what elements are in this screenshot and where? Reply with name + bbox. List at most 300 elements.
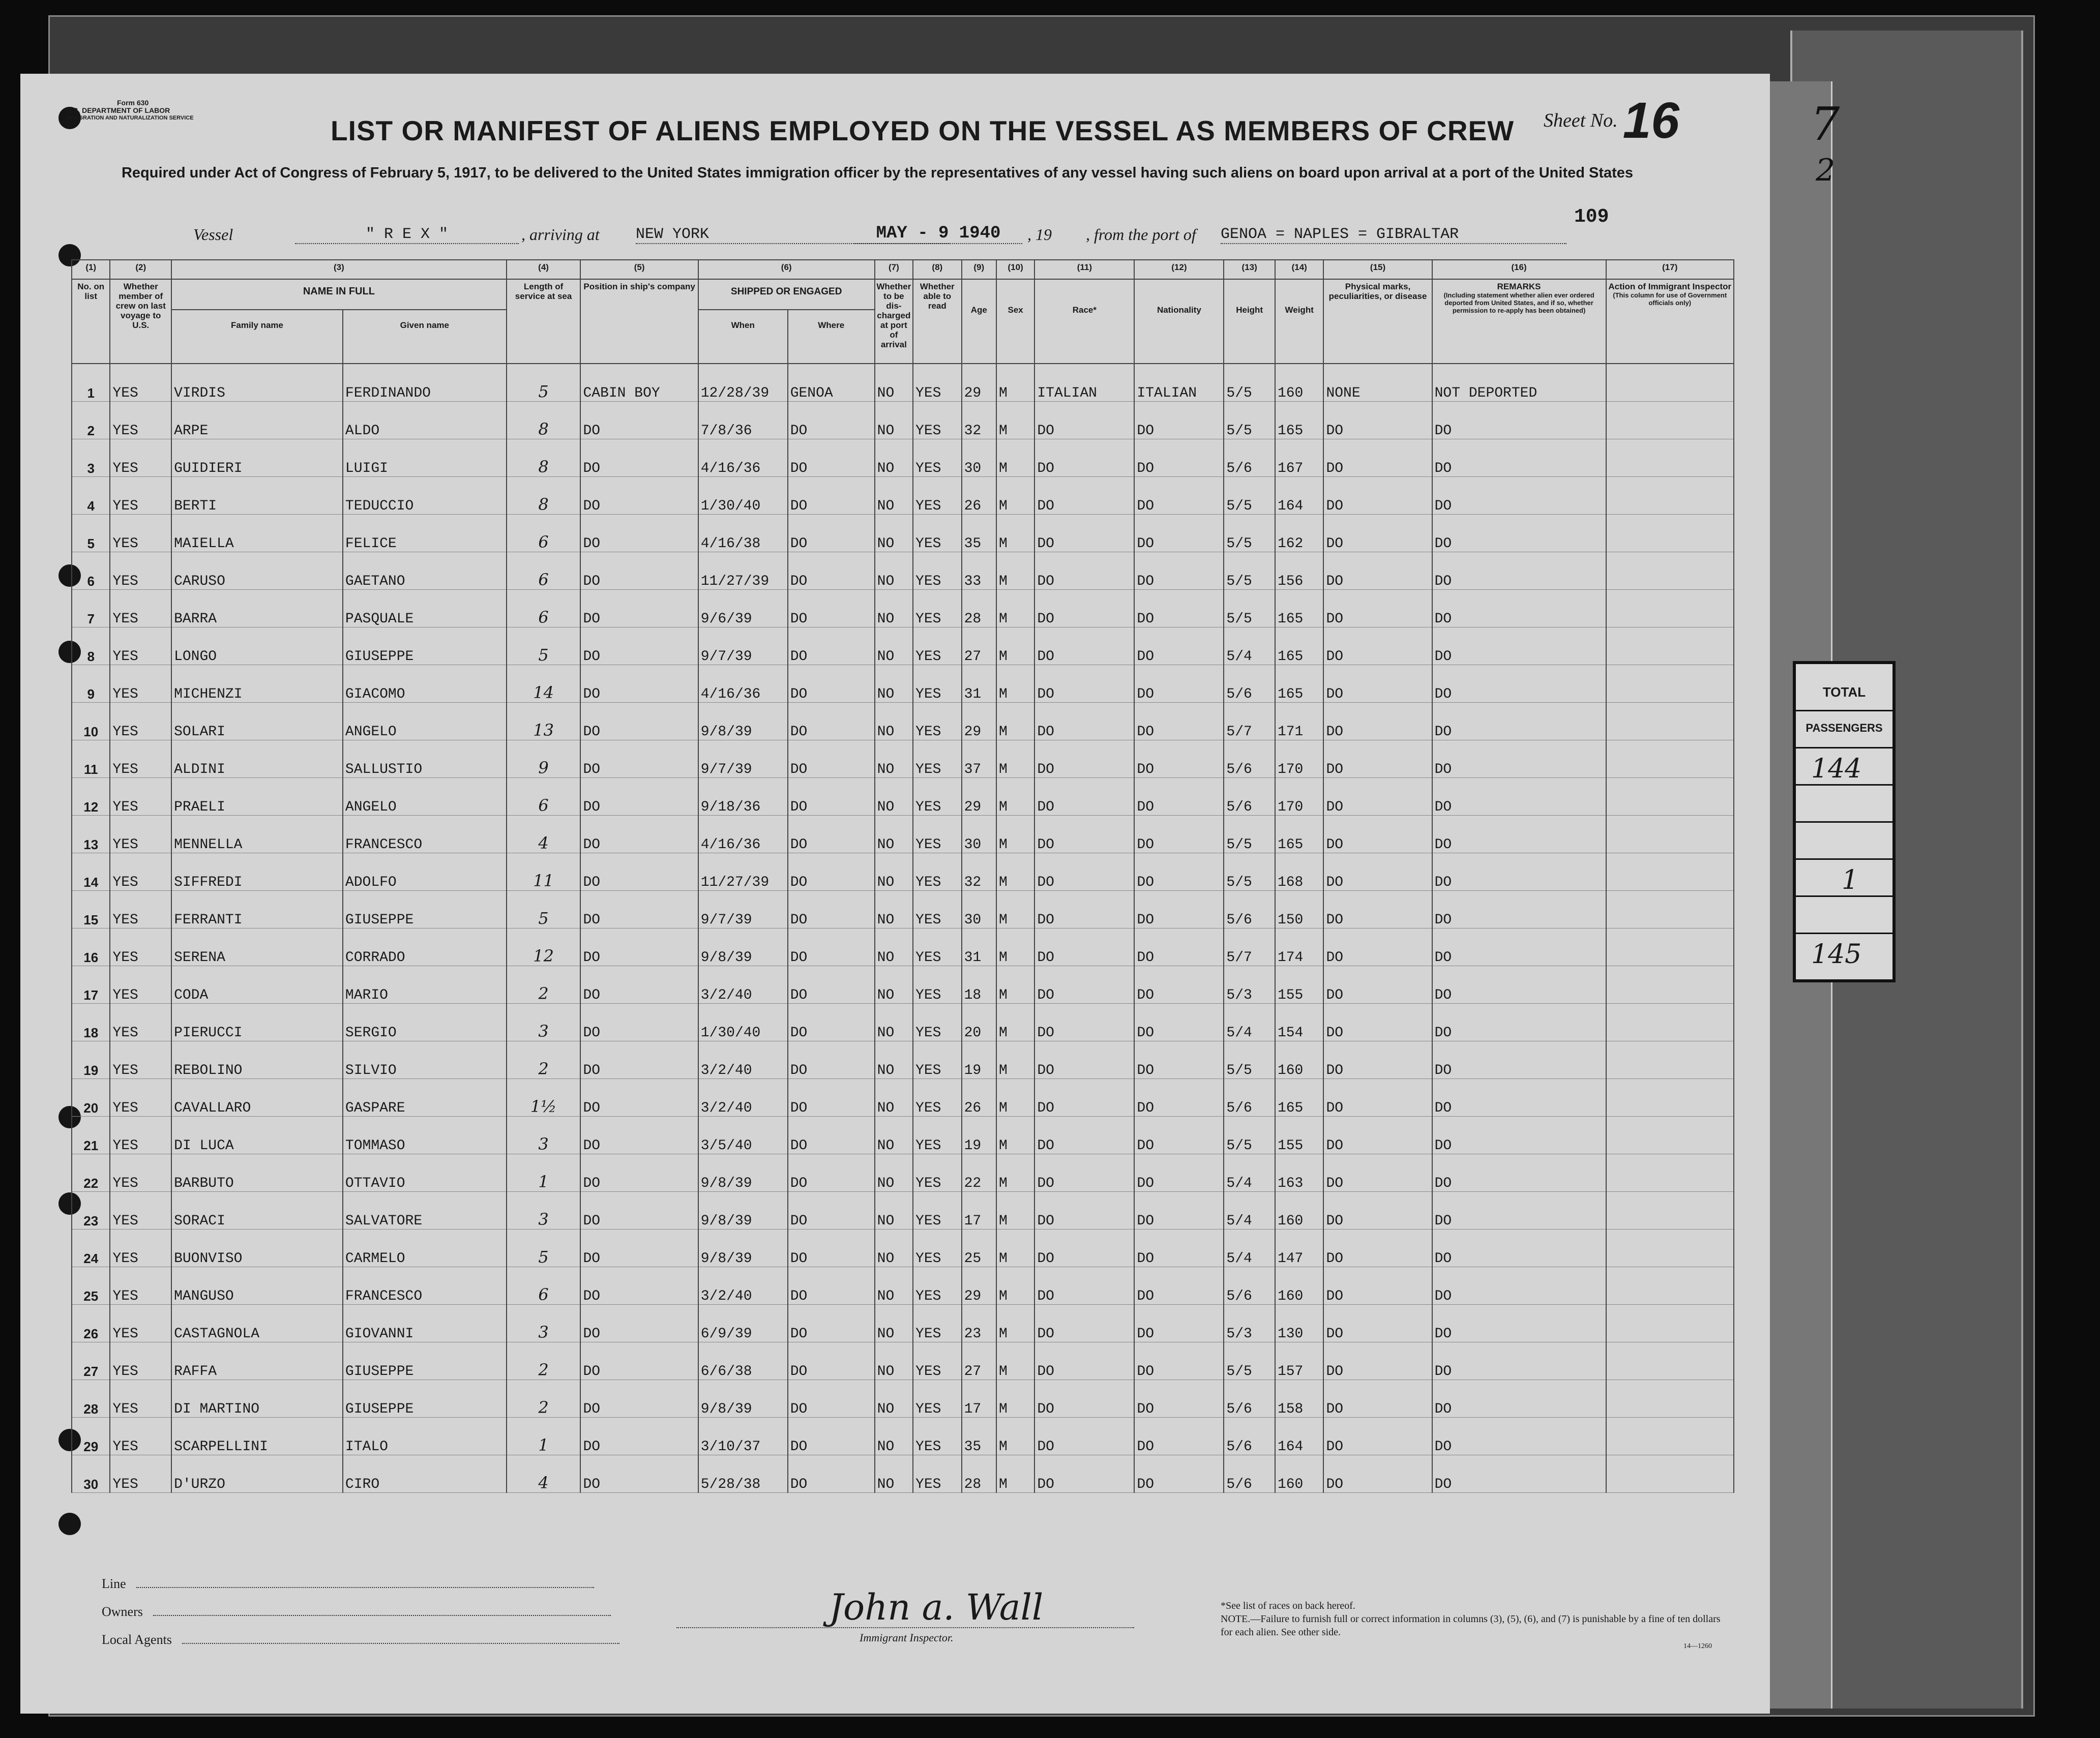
cell-whether-member: YES xyxy=(110,515,171,552)
cell-length-service: 13 xyxy=(507,703,581,740)
cell-length-service: 5 xyxy=(507,1230,581,1267)
cell-action xyxy=(1606,1079,1734,1117)
table-row xyxy=(72,1154,1734,1192)
cell-whether-member: YES xyxy=(110,1154,171,1192)
col-num: (1) xyxy=(72,260,110,279)
cell-race: DO xyxy=(1034,1117,1134,1154)
cell-age: 19 xyxy=(962,1041,996,1079)
cell-remarks: DO xyxy=(1432,1455,1606,1493)
cell-height: 5/3 xyxy=(1224,966,1275,1004)
cell-remarks: DO xyxy=(1432,402,1606,439)
hand-number-bottom: 2 xyxy=(1816,153,1836,188)
cell-family-name: BARBUTO xyxy=(171,1154,343,1192)
header-remarks xyxy=(1432,279,1606,364)
cell-physical-marks: DO xyxy=(1323,515,1432,552)
year-label: , 19 xyxy=(1027,225,1052,244)
cell-able-read: YES xyxy=(913,816,962,853)
cell-given-name: GIUSEPPE xyxy=(343,1380,507,1418)
cell-family-name: CAVALLARO xyxy=(171,1079,343,1117)
cell-whether-member: YES xyxy=(110,1305,171,1342)
cell-row-number: 24 xyxy=(72,1230,110,1267)
cell-weight: 165 xyxy=(1275,402,1324,439)
table-row xyxy=(72,1230,1734,1267)
cell-able-read: YES xyxy=(913,477,962,515)
cell-race: DO xyxy=(1034,928,1134,966)
cell-row-number: 20 xyxy=(72,1079,110,1117)
cell-discharged: NO xyxy=(875,364,913,402)
cell-family-name: CODA xyxy=(171,966,343,1004)
cell-race: DO xyxy=(1034,1230,1134,1267)
crew-table-body xyxy=(72,364,1734,1493)
cell-shipped-where: DO xyxy=(788,891,875,928)
cell-physical-marks: DO xyxy=(1323,439,1432,477)
cell-position: DO xyxy=(580,552,698,590)
cell-weight: 164 xyxy=(1275,1418,1324,1455)
cell-length-service: 3 xyxy=(507,1192,581,1230)
cell-shipped-where: DO xyxy=(788,1342,875,1380)
cell-whether-member: YES xyxy=(110,552,171,590)
cell-whether-member: YES xyxy=(110,402,171,439)
cell-family-name: SORACI xyxy=(171,1192,343,1230)
cell-discharged: NO xyxy=(875,1342,913,1380)
cell-sex: M xyxy=(996,590,1034,627)
cell-height: 5/4 xyxy=(1224,1004,1275,1041)
cell-position: DO xyxy=(580,928,698,966)
owners-field xyxy=(153,1615,611,1616)
col-num: (16) xyxy=(1432,260,1606,279)
cell-shipped-when: 3/10/37 xyxy=(698,1418,788,1455)
cell-physical-marks: DO xyxy=(1323,665,1432,703)
cell-physical-marks: DO xyxy=(1323,1079,1432,1117)
cell-shipped-where: DO xyxy=(788,1117,875,1154)
cell-shipped-when: 3/2/40 xyxy=(698,1079,788,1117)
cell-age: 25 xyxy=(962,1230,996,1267)
cell-race: DO xyxy=(1034,966,1134,1004)
cell-nationality: DO xyxy=(1134,778,1224,816)
cell-age: 18 xyxy=(962,966,996,1004)
cell-nationality: ITALIAN xyxy=(1134,364,1224,402)
cell-shipped-when: 3/2/40 xyxy=(698,966,788,1004)
cell-weight: 170 xyxy=(1275,740,1324,778)
cell-shipped-when: 11/27/39 xyxy=(698,853,788,891)
cell-whether-member: YES xyxy=(110,966,171,1004)
cell-given-name: CIRO xyxy=(343,1455,507,1493)
header-nationality: Nationality xyxy=(1134,279,1224,364)
col-num: (14) xyxy=(1275,260,1324,279)
agents-field xyxy=(182,1643,619,1644)
table-row xyxy=(72,552,1734,590)
cell-family-name: MANGUSO xyxy=(171,1267,343,1305)
cell-action xyxy=(1606,1192,1734,1230)
table-row xyxy=(72,778,1734,816)
cell-physical-marks: DO xyxy=(1323,966,1432,1004)
cell-remarks: DO xyxy=(1432,439,1606,477)
cell-height: 5/5 xyxy=(1224,1342,1275,1380)
cell-weight: 160 xyxy=(1275,364,1324,402)
cell-age: 20 xyxy=(962,1004,996,1041)
cell-shipped-when: 1/30/40 xyxy=(698,477,788,515)
cell-race: DO xyxy=(1034,515,1134,552)
cell-row-number: 7 xyxy=(72,590,110,627)
cell-shipped-when: 3/5/40 xyxy=(698,1117,788,1154)
cell-age: 32 xyxy=(962,853,996,891)
col-num: (13) xyxy=(1224,260,1275,279)
cell-length-service: 3 xyxy=(507,1117,581,1154)
cell-shipped-when: 3/2/40 xyxy=(698,1267,788,1305)
cell-physical-marks: DO xyxy=(1323,402,1432,439)
cell-row-number: 29 xyxy=(72,1418,110,1455)
cell-length-service: 6 xyxy=(507,1267,581,1305)
cell-shipped-when: 6/6/38 xyxy=(698,1342,788,1380)
cell-shipped-when: 11/27/39 xyxy=(698,552,788,590)
cell-position: DO xyxy=(580,1342,698,1380)
cell-length-service: 9 xyxy=(507,740,581,778)
cell-whether-member: YES xyxy=(110,665,171,703)
cell-nationality: DO xyxy=(1134,1154,1224,1192)
cell-age: 27 xyxy=(962,627,996,665)
cell-nationality: DO xyxy=(1134,1455,1224,1493)
sheet-number xyxy=(1544,92,1679,150)
cell-action xyxy=(1606,1455,1734,1493)
cell-race: DO xyxy=(1034,1305,1134,1342)
cell-sex: M xyxy=(996,740,1034,778)
cell-length-service: 14 xyxy=(507,665,581,703)
cell-physical-marks: DO xyxy=(1323,1154,1432,1192)
cell-remarks: DO xyxy=(1432,1342,1606,1380)
col-num: (5) xyxy=(580,260,698,279)
cell-age: 30 xyxy=(962,891,996,928)
cell-height: 5/6 xyxy=(1224,1418,1275,1455)
cell-discharged: NO xyxy=(875,590,913,627)
cell-shipped-where: DO xyxy=(788,703,875,740)
cell-able-read: YES xyxy=(913,1342,962,1380)
cell-discharged: NO xyxy=(875,928,913,966)
cell-given-name: GIUSEPPE xyxy=(343,627,507,665)
cell-length-service: 6 xyxy=(507,590,581,627)
cell-row-number: 6 xyxy=(72,552,110,590)
cell-able-read: YES xyxy=(913,778,962,816)
sheet-number-value: 16 xyxy=(1622,92,1679,149)
cell-able-read: YES xyxy=(913,1154,962,1192)
cell-able-read: YES xyxy=(913,853,962,891)
cell-race: DO xyxy=(1034,665,1134,703)
cell-age: 31 xyxy=(962,665,996,703)
table-row xyxy=(72,1418,1734,1455)
cell-action xyxy=(1606,627,1734,665)
cell-discharged: NO xyxy=(875,1079,913,1117)
cell-physical-marks: DO xyxy=(1323,1380,1432,1418)
cell-given-name: ALDO xyxy=(343,402,507,439)
cell-race: DO xyxy=(1034,816,1134,853)
cell-length-service: 1 xyxy=(507,1154,581,1192)
cell-age: 28 xyxy=(962,1455,996,1493)
cell-family-name: DI MARTINO xyxy=(171,1380,343,1418)
footer-notes xyxy=(1221,1599,1729,1639)
cell-shipped-where: DO xyxy=(788,778,875,816)
cell-able-read: YES xyxy=(913,1192,962,1230)
cell-age: 30 xyxy=(962,816,996,853)
hand-number-top: 7 xyxy=(1811,98,1840,151)
cell-sex: M xyxy=(996,1192,1034,1230)
cell-weight: 154 xyxy=(1275,1004,1324,1041)
cell-height: 5/6 xyxy=(1224,778,1275,816)
cell-whether-member: YES xyxy=(110,627,171,665)
cell-family-name: VIRDIS xyxy=(171,364,343,402)
line-label: Line xyxy=(102,1576,126,1591)
cell-given-name: TOMMASO xyxy=(343,1117,507,1154)
cell-family-name: LONGO xyxy=(171,627,343,665)
cell-physical-marks: DO xyxy=(1323,740,1432,778)
cell-weight: 160 xyxy=(1275,1267,1324,1305)
cell-shipped-where: DO xyxy=(788,1230,875,1267)
cell-age: 37 xyxy=(962,740,996,778)
table-row xyxy=(72,1267,1734,1305)
cell-given-name: SILVIO xyxy=(343,1041,507,1079)
cell-sex: M xyxy=(996,703,1034,740)
cell-whether-member: YES xyxy=(110,1342,171,1380)
cell-whether-member: YES xyxy=(110,1004,171,1041)
action-title: Action of Immigrant Inspector xyxy=(1608,282,1732,291)
cell-weight: 168 xyxy=(1275,853,1324,891)
cell-whether-member: YES xyxy=(110,1192,171,1230)
cell-position: DO xyxy=(580,1305,698,1342)
cell-row-number: 5 xyxy=(72,515,110,552)
cell-remarks: DO xyxy=(1432,1418,1606,1455)
cell-action xyxy=(1606,778,1734,816)
cell-action xyxy=(1606,515,1734,552)
cell-row-number: 26 xyxy=(72,1305,110,1342)
cell-given-name: GAETANO xyxy=(343,552,507,590)
cell-position: DO xyxy=(580,1041,698,1079)
cell-given-name: GASPARE xyxy=(343,1079,507,1117)
cell-shipped-when: 9/7/39 xyxy=(698,627,788,665)
cell-nationality: DO xyxy=(1134,1041,1224,1079)
cell-age: 29 xyxy=(962,778,996,816)
cell-action xyxy=(1606,966,1734,1004)
cell-height: 5/6 xyxy=(1224,891,1275,928)
arrival-date: MAY - 9 1940 xyxy=(854,224,1022,244)
cell-position: DO xyxy=(580,515,698,552)
cell-race: DO xyxy=(1034,1380,1134,1418)
cell-weight: 156 xyxy=(1275,552,1324,590)
inspector-caption: Immigrant Inspector. xyxy=(860,1631,954,1644)
header-length-service: Length of service at sea xyxy=(507,279,581,364)
cell-age: 29 xyxy=(962,703,996,740)
cell-race: DO xyxy=(1034,1455,1134,1493)
cell-able-read: YES xyxy=(913,665,962,703)
cell-sex: M xyxy=(996,1342,1034,1380)
cell-row-number: 15 xyxy=(72,891,110,928)
cell-position: DO xyxy=(580,816,698,853)
cell-given-name: PASQUALE xyxy=(343,590,507,627)
cell-race: DO xyxy=(1034,1418,1134,1455)
cell-discharged: NO xyxy=(875,1380,913,1418)
cell-sex: M xyxy=(996,1380,1034,1418)
cell-length-service: 4 xyxy=(507,816,581,853)
cell-shipped-when: 9/8/39 xyxy=(698,1380,788,1418)
cell-age: 33 xyxy=(962,552,996,590)
cell-able-read: YES xyxy=(913,891,962,928)
cell-shipped-where: DO xyxy=(788,1154,875,1192)
cell-sex: M xyxy=(996,552,1034,590)
cell-position: DO xyxy=(580,402,698,439)
cell-remarks: DO xyxy=(1432,1041,1606,1079)
cell-shipped-when: 5/28/38 xyxy=(698,1455,788,1493)
cell-action xyxy=(1606,1342,1734,1380)
cell-nationality: DO xyxy=(1134,552,1224,590)
cell-nationality: DO xyxy=(1134,1192,1224,1230)
cell-weight: 165 xyxy=(1275,665,1324,703)
header-position: Position in ship's company xyxy=(580,279,698,364)
cell-length-service: 12 xyxy=(507,928,581,966)
cell-height: 5/5 xyxy=(1224,364,1275,402)
cell-row-number: 25 xyxy=(72,1267,110,1305)
cell-discharged: NO xyxy=(875,778,913,816)
cell-given-name: ANGELO xyxy=(343,778,507,816)
cell-race: DO xyxy=(1034,1004,1134,1041)
form-print-code: 14—1260 xyxy=(1683,1642,1712,1650)
col-num: (9) xyxy=(962,260,996,279)
cell-whether-member: YES xyxy=(110,439,171,477)
cell-given-name: TEDUCCIO xyxy=(343,477,507,515)
cell-position: DO xyxy=(580,590,698,627)
cell-length-service: 8 xyxy=(507,402,581,439)
cell-given-name: FELICE xyxy=(343,515,507,552)
cell-family-name: MICHENZI xyxy=(171,665,343,703)
cell-position: CABIN BOY xyxy=(580,364,698,402)
cell-row-number: 1 xyxy=(72,364,110,402)
cell-shipped-when: 9/8/39 xyxy=(698,928,788,966)
cell-given-name: GIACOMO xyxy=(343,665,507,703)
cell-given-name: FRANCESCO xyxy=(343,1267,507,1305)
cell-weight: 155 xyxy=(1275,966,1324,1004)
header-sex: Sex xyxy=(996,279,1034,364)
cell-physical-marks: DO xyxy=(1323,1004,1432,1041)
cell-race: DO xyxy=(1034,853,1134,891)
cell-weight: 170 xyxy=(1275,778,1324,816)
inspector-signature: John a. Wall xyxy=(829,1586,1044,1628)
header-shipped-engaged: SHIPPED OR ENGAGED xyxy=(698,279,875,310)
form-number: Form 630 xyxy=(117,99,149,107)
cell-discharged: NO xyxy=(875,1117,913,1154)
cell-race: DO xyxy=(1034,627,1134,665)
cell-family-name: SERENA xyxy=(171,928,343,966)
cell-position: DO xyxy=(580,1418,698,1455)
cell-row-number: 27 xyxy=(72,1342,110,1380)
cell-sex: M xyxy=(996,891,1034,928)
agents-label: Local Agents xyxy=(102,1632,172,1647)
cell-family-name: REBOLINO xyxy=(171,1041,343,1079)
cell-age: 31 xyxy=(962,928,996,966)
cell-physical-marks: DO xyxy=(1323,1418,1432,1455)
cell-position: DO xyxy=(580,966,698,1004)
cell-nationality: DO xyxy=(1134,853,1224,891)
cell-position: DO xyxy=(580,1004,698,1041)
header-given-name: Given name xyxy=(343,310,507,364)
cell-height: 5/7 xyxy=(1224,928,1275,966)
cell-height: 5/6 xyxy=(1224,1380,1275,1418)
cell-family-name: SOLARI xyxy=(171,703,343,740)
table-row xyxy=(72,627,1734,665)
table-row xyxy=(72,891,1734,928)
cell-sex: M xyxy=(996,1041,1034,1079)
cell-height: 5/6 xyxy=(1224,740,1275,778)
cell-whether-member: YES xyxy=(110,740,171,778)
cell-race: DO xyxy=(1034,590,1134,627)
cell-length-service: 5 xyxy=(507,627,581,665)
total-count-3: 145 xyxy=(1811,939,1862,970)
cell-position: DO xyxy=(580,891,698,928)
vessel-line xyxy=(193,221,1566,244)
cell-height: 5/5 xyxy=(1224,853,1275,891)
cell-row-number: 2 xyxy=(72,402,110,439)
table-row xyxy=(72,1305,1734,1342)
cell-shipped-where: DO xyxy=(788,966,875,1004)
cell-race: ITALIAN xyxy=(1034,364,1134,402)
cell-weight: 160 xyxy=(1275,1192,1324,1230)
passengers-label: PASSENGERS xyxy=(1806,722,1883,734)
vessel-name: " R E X " xyxy=(295,226,519,244)
cell-physical-marks: DO xyxy=(1323,1041,1432,1079)
cell-shipped-where: DO xyxy=(788,740,875,778)
cell-family-name: ALDINI xyxy=(171,740,343,778)
cell-sex: M xyxy=(996,928,1034,966)
cell-height: 5/6 xyxy=(1224,1079,1275,1117)
cell-shipped-where: DO xyxy=(788,665,875,703)
cell-weight: 165 xyxy=(1275,816,1324,853)
cell-given-name: GIUSEPPE xyxy=(343,891,507,928)
cell-discharged: NO xyxy=(875,703,913,740)
cell-row-number: 17 xyxy=(72,966,110,1004)
cell-able-read: YES xyxy=(913,1267,962,1305)
col-num: (6) xyxy=(698,260,875,279)
cell-weight: 130 xyxy=(1275,1305,1324,1342)
cell-position: DO xyxy=(580,1380,698,1418)
cell-remarks: DO xyxy=(1432,1117,1606,1154)
cell-row-number: 28 xyxy=(72,1380,110,1418)
cell-remarks: DO xyxy=(1432,778,1606,816)
cell-race: DO xyxy=(1034,1342,1134,1380)
cell-length-service: 8 xyxy=(507,439,581,477)
cell-length-service: 2 xyxy=(507,966,581,1004)
cell-action xyxy=(1606,891,1734,928)
cell-able-read: YES xyxy=(913,590,962,627)
cell-length-service: 5 xyxy=(507,364,581,402)
cell-row-number: 9 xyxy=(72,665,110,703)
action-note: (This column for use of Government officials only) xyxy=(1613,291,1727,307)
cell-physical-marks: DO xyxy=(1323,891,1432,928)
cell-weight: 157 xyxy=(1275,1342,1324,1380)
cell-action xyxy=(1606,1004,1734,1041)
cell-row-number: 30 xyxy=(72,1455,110,1493)
cell-row-number: 22 xyxy=(72,1154,110,1192)
cell-age: 26 xyxy=(962,1079,996,1117)
cell-shipped-when: 9/8/39 xyxy=(698,1154,788,1192)
cell-shipped-where: DO xyxy=(788,1267,875,1305)
cell-action xyxy=(1606,665,1734,703)
cell-position: DO xyxy=(580,1154,698,1192)
cell-weight: 165 xyxy=(1275,1079,1324,1117)
cell-given-name: GIOVANNI xyxy=(343,1305,507,1342)
cell-height: 5/5 xyxy=(1224,515,1275,552)
cell-physical-marks: DO xyxy=(1323,1455,1432,1493)
cell-shipped-when: 9/7/39 xyxy=(698,740,788,778)
cell-sex: M xyxy=(996,1305,1034,1342)
cell-nationality: DO xyxy=(1134,1079,1224,1117)
cell-position: DO xyxy=(580,740,698,778)
cell-discharged: NO xyxy=(875,740,913,778)
cell-family-name: CARUSO xyxy=(171,552,343,590)
